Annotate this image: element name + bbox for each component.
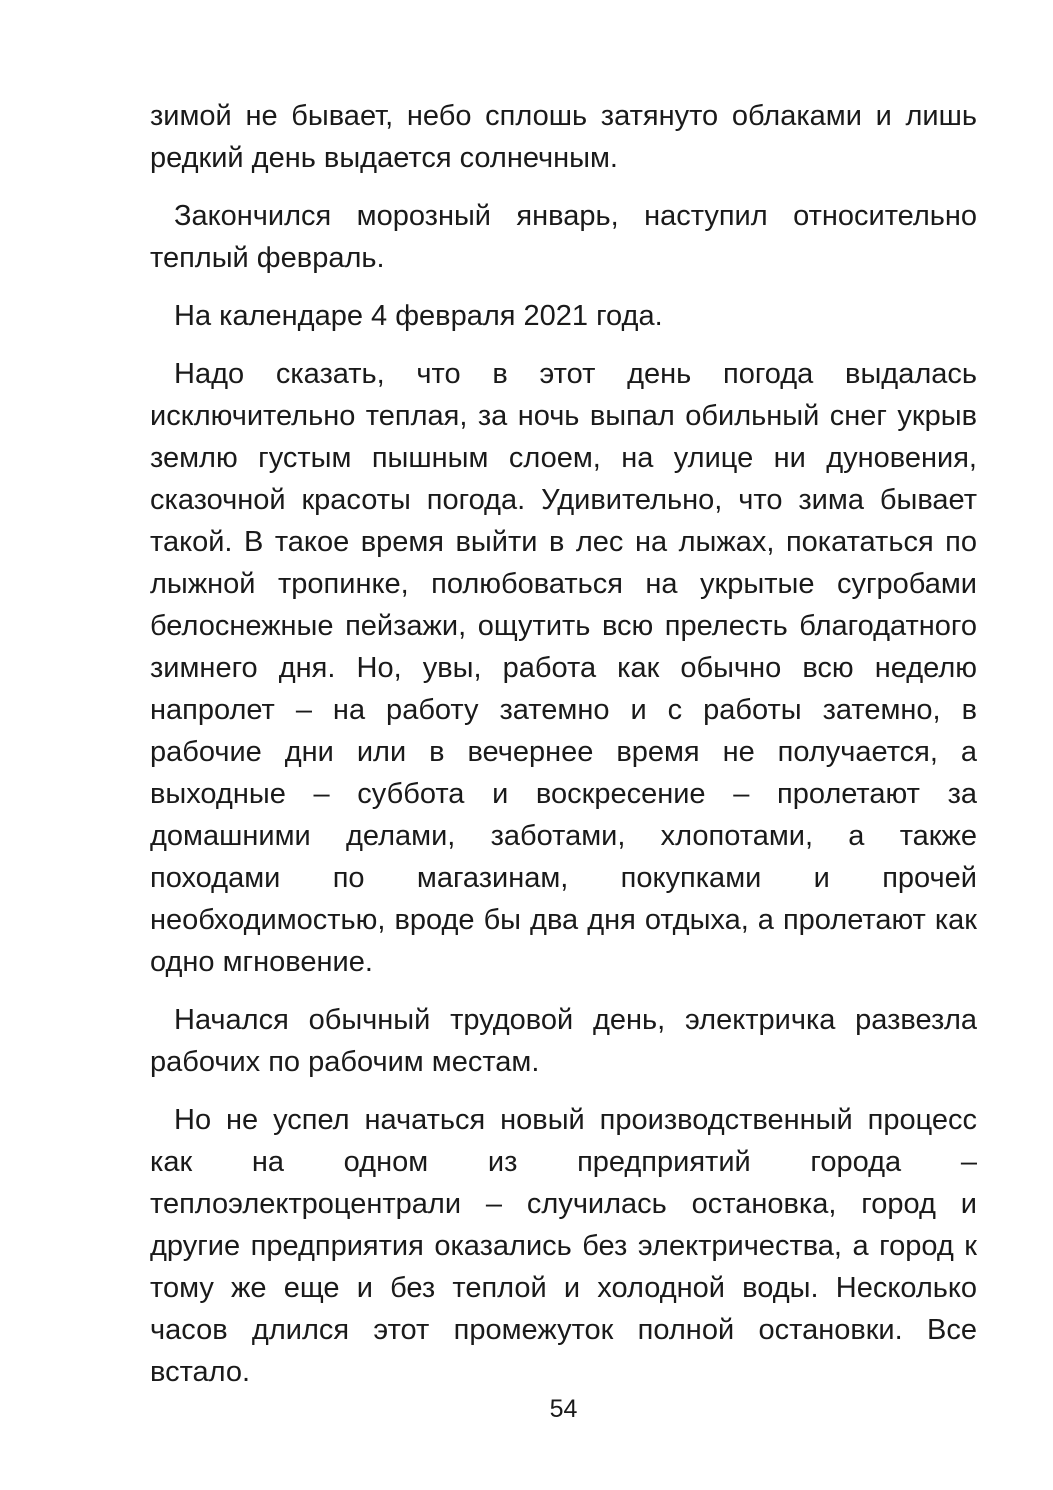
paragraph: Начался обычный трудовой день, электричка развезла рабочих по рабочим местам. (150, 1004, 977, 1078)
paragraph: зимой не бывает, небо сплошь затянуто облаками и лишь редкий день выдается солнечным. (150, 100, 977, 174)
page-number: 54 (549, 1395, 578, 1423)
paragraph: Закончился морозный январь, наступил относительно теплый февраль. (150, 200, 977, 274)
paragraph: Надо сказать, что в этот день погода выдалась исключительно теплая, за ночь выпал обильный снег укрыв землю густым пышным слоем, на улице ни дуновения, сказочной красоты погода. Удивительно, что зима бывает такой. В такое время выйти в лес на лыжах, покататься по лыжной тропинке, полюбоваться на укрытые сугробами белоснежные пейзажи, ощутить всю прелесть благодатного зимнего дня. Но, увы, работа как обычно всю неделю напролет – на работу затемно и с работы затемно, в рабочие дни или в вечернее время не получается, а выходные – суббота и воскресение – пролетают за домашними делами, заботами, хлопотами, а также походами по магазинам, покупками и прочей необходимостью, вроде бы два дня отдыха, а пролетают как одно мгновение. (150, 358, 977, 978)
text-block (150, 95, 977, 1393)
paragraph: На календаре 4 февраля 2021 года. (174, 300, 663, 332)
paragraph: Но не успел начаться новый производственный процесс как на одном из предприятий города – теплоэлектроцентрали – случилась остановка, город и другие предприятия оказались без электричества, а город к тому же еще и без теплой и холодной воды. Несколько часов длился этот промежуток полной остановки. Все встало. (150, 1104, 977, 1388)
